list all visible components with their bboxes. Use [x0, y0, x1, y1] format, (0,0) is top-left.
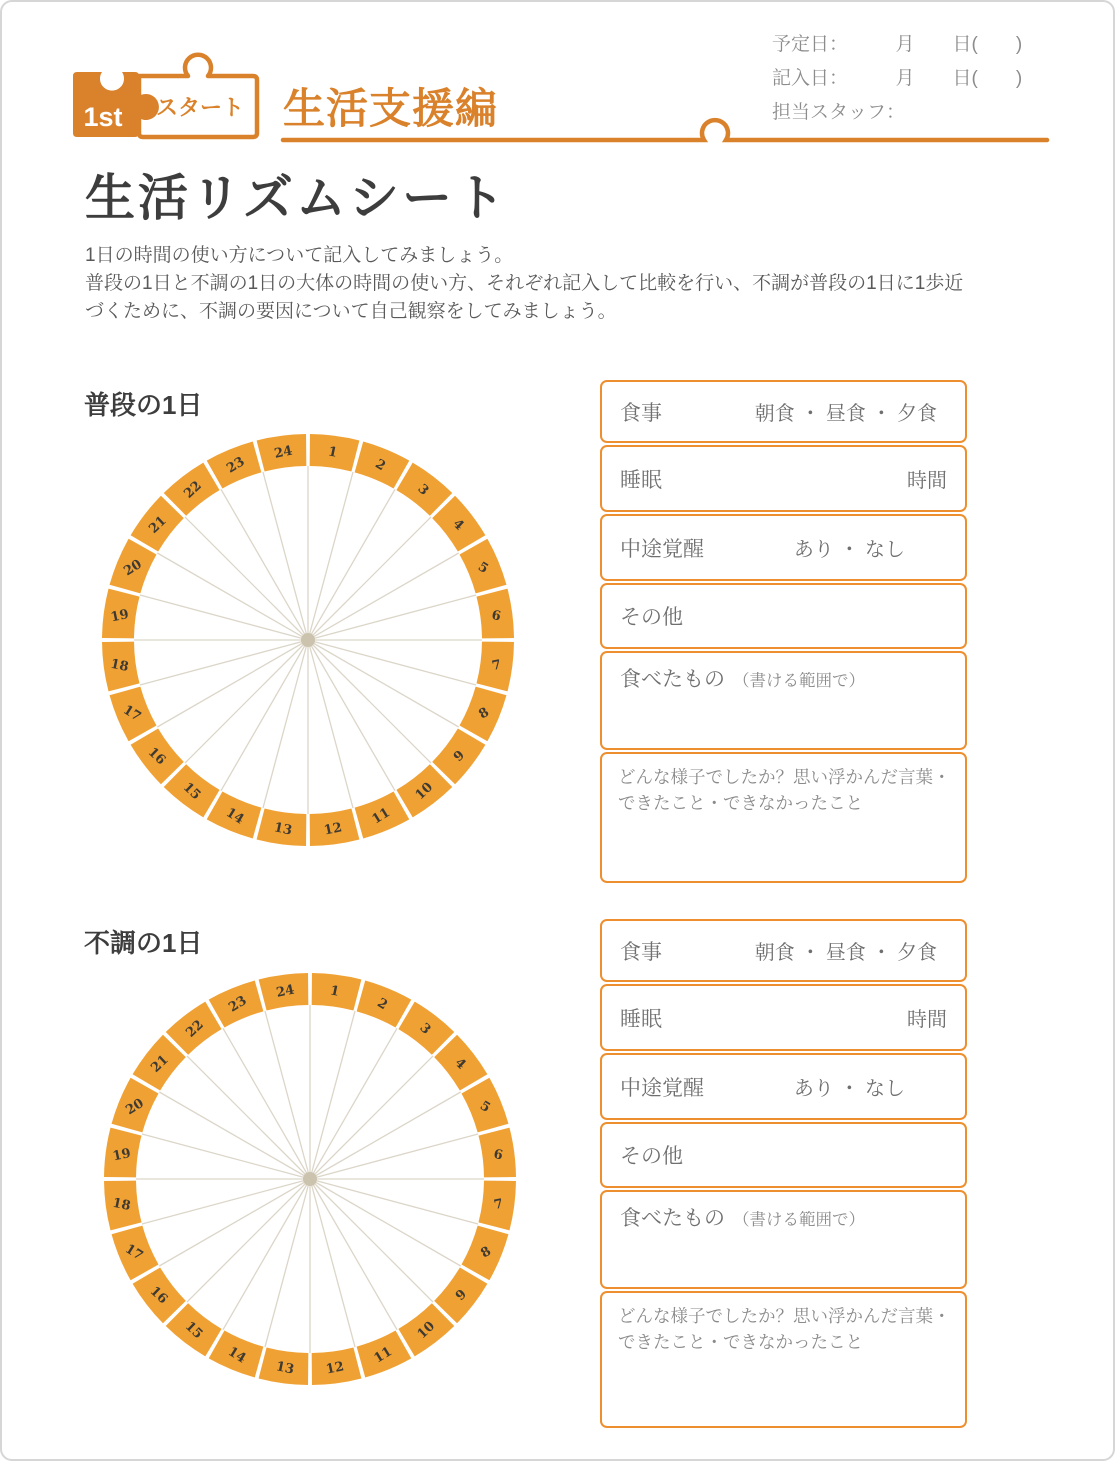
form-row-food-eaten — [600, 1190, 967, 1289]
row-label: 睡眠 — [620, 468, 662, 492]
form-table-normal-day — [600, 380, 967, 885]
clock-hour-label: 21 — [148, 1052, 172, 1076]
clock-spoke — [308, 489, 395, 640]
clock-hour-label: 8 — [476, 704, 492, 723]
clock-hour-label: 18 — [111, 1195, 132, 1214]
form-row-awakening — [600, 514, 967, 581]
form-row-reflection: どんな様子でしたか？思い浮かんだ言葉・できたこと・できなかったこと — [600, 752, 967, 883]
clock-hour-label: 12 — [322, 820, 344, 839]
badge-start-label: スタート — [155, 95, 245, 120]
clock-hour-label: 6 — [490, 607, 503, 625]
row-label: 食べたもの — [620, 668, 725, 691]
form-row-food-eaten — [600, 651, 967, 750]
clock-spoke — [310, 1179, 397, 1330]
clock-hour-label: 10 — [412, 779, 437, 804]
clock-hour-label: 17 — [122, 1241, 146, 1264]
clock-spoke — [159, 1092, 310, 1179]
row-options: 朝食 ・ 昼食 ・ 夕食 — [754, 942, 937, 964]
row-note: （書ける範囲で） — [733, 1211, 865, 1229]
clock-hour-label: 1 — [326, 444, 339, 461]
clock-hour-label: 18 — [109, 656, 130, 675]
date-fields — [772, 28, 1022, 130]
scheduled-date-field: 予定日： 月 日( ) — [772, 34, 1023, 55]
row-label: その他 — [620, 606, 683, 629]
form-row-other — [600, 583, 967, 649]
clock-hour-label: 10 — [414, 1318, 439, 1343]
form-row-other — [600, 1122, 967, 1188]
form-row-sleep — [600, 984, 967, 1051]
row-label: その他 — [620, 1145, 683, 1168]
clock-spoke — [157, 553, 308, 640]
clock-spoke — [223, 1028, 310, 1179]
clock-hour-label: 2 — [374, 995, 390, 1014]
clock-spoke — [310, 1179, 478, 1224]
clock-hour-label: 24 — [275, 982, 296, 1001]
clock-hour-label: 8 — [478, 1243, 494, 1262]
clock-hour-label: 24 — [273, 443, 294, 462]
clock-spoke — [142, 1134, 310, 1179]
clock-hour-label: 19 — [109, 607, 131, 626]
clock-hour-label: 17 — [120, 702, 144, 725]
clock-spoke — [310, 1179, 355, 1347]
row-label: 食べたもの — [620, 1207, 725, 1230]
intro-line: づくために、不調の要因について自己観察をしてみましょう。 — [85, 301, 617, 322]
clock-svg — [102, 434, 514, 846]
section-title-normal-day: 普段の1日 — [84, 390, 203, 420]
clock-hour-label: 22 — [181, 478, 205, 502]
clock-hour-label: 5 — [477, 1098, 493, 1116]
clock-spoke — [265, 1011, 310, 1179]
clock-spoke — [185, 640, 308, 763]
clock-spoke — [308, 640, 476, 685]
clock-hour-label: 15 — [179, 779, 204, 804]
clock-spoke — [221, 489, 308, 640]
clock-hour-label: 14 — [225, 1344, 249, 1367]
clock-spoke — [221, 640, 308, 791]
clock-spoke — [310, 1028, 397, 1179]
clock-spoke — [185, 517, 308, 640]
clock-hour-label: 7 — [492, 1196, 505, 1214]
row-label: 食事 — [620, 940, 662, 964]
clock-hour-label: 3 — [414, 481, 432, 499]
badge-step-label: 1st — [83, 102, 123, 132]
form-row-sleep — [600, 445, 967, 512]
clock-spoke — [308, 640, 431, 763]
clock-hour-label: 23 — [226, 993, 250, 1016]
clock-hour-label: 12 — [324, 1359, 346, 1378]
row-unit: 時間 — [907, 470, 947, 492]
clock-hour-label: 16 — [144, 744, 169, 769]
clock-hour-label: 9 — [451, 747, 468, 765]
clock-center-dot — [301, 633, 315, 647]
intro-line: 1日の時間の使い方について記入してみましょう。 — [85, 245, 514, 266]
clock-hour-label: 1 — [328, 983, 341, 1000]
clock-hour-label: 6 — [492, 1146, 505, 1164]
clock-hour-label: 15 — [181, 1318, 206, 1343]
clock-spoke — [265, 1179, 310, 1347]
clock-spoke — [308, 640, 459, 727]
clock-hour-label: 3 — [416, 1020, 434, 1038]
clock-spoke — [308, 640, 353, 808]
clock-hour-label: 5 — [475, 559, 491, 577]
clock-hour-label: 22 — [183, 1017, 207, 1041]
clock-hour-label: 4 — [451, 1055, 469, 1073]
clock-spoke — [308, 472, 353, 640]
clock-hour-label: 14 — [223, 805, 247, 828]
row-options: 朝食 ・ 昼食 ・ 夕食 — [754, 403, 937, 425]
row-label: 睡眠 — [620, 1007, 662, 1031]
clock-spoke — [187, 1179, 310, 1302]
section-title-bad-day: 不調の1日 — [84, 928, 203, 958]
clock-hour-label: 23 — [224, 454, 248, 477]
row-options: あり ・ なし — [793, 1078, 905, 1100]
clock-spoke — [310, 1011, 355, 1179]
row-unit: 時間 — [907, 1009, 947, 1031]
clock-svg — [104, 973, 516, 1385]
clock-hour-label: 9 — [453, 1286, 470, 1304]
clock-spoke — [310, 1056, 433, 1179]
clock-spoke — [263, 640, 308, 808]
clock-hour-label: 21 — [146, 513, 170, 537]
24hour-clock-chart-normal — [102, 434, 514, 846]
clock-spoke — [308, 595, 476, 640]
clock-hour-label: 20 — [121, 557, 145, 580]
clock-spoke — [310, 1179, 461, 1266]
intro-paragraph — [85, 242, 963, 326]
clock-spoke — [308, 517, 431, 640]
clock-spoke — [157, 640, 308, 727]
clock-spoke — [310, 1092, 461, 1179]
clock-hour-label: 16 — [146, 1283, 171, 1308]
clock-hour-label: 2 — [372, 456, 388, 475]
form-table-bad-day — [600, 919, 967, 1430]
clock-hour-label: 19 — [111, 1146, 133, 1165]
clock-spoke — [308, 640, 395, 791]
clock-hour-label: 11 — [369, 805, 393, 828]
clock-hour-label: 11 — [371, 1344, 395, 1367]
clock-spoke — [159, 1179, 310, 1266]
form-row-meals — [600, 919, 967, 982]
clock-hour-label: 13 — [274, 1359, 296, 1378]
clock-center-dot — [303, 1172, 317, 1186]
clock-spoke — [310, 1179, 433, 1302]
page-title: 生活リズムシート — [85, 170, 508, 226]
row-label: 中途覚醒 — [620, 1076, 704, 1100]
24hour-clock-chart-bad — [104, 973, 516, 1385]
clock-spoke — [142, 1179, 310, 1224]
row-note: （書ける範囲で） — [733, 672, 865, 690]
row-options: あり ・ なし — [793, 539, 905, 561]
form-row-reflection: どんな様子でしたか？思い浮かんだ言葉・できたこと・できなかったこと — [600, 1291, 967, 1428]
clock-hour-label: 20 — [123, 1096, 147, 1119]
staff-field: 担当スタッフ： — [772, 102, 906, 123]
clock-spoke — [140, 595, 308, 640]
row-label: 食事 — [620, 401, 662, 425]
form-row-meals — [600, 380, 967, 443]
clock-spoke — [140, 640, 308, 685]
clock-hour-label: 4 — [449, 516, 467, 534]
clock-spoke — [187, 1056, 310, 1179]
entry-date-field: 記入日： 月 日( ) — [772, 68, 1023, 89]
clock-spoke — [263, 472, 308, 640]
clock-hour-label: 13 — [272, 820, 294, 839]
series-title: 生活支援編 — [283, 85, 499, 132]
form-row-awakening — [600, 1053, 967, 1120]
clock-spoke — [223, 1179, 310, 1330]
clock-spoke — [310, 1134, 478, 1179]
intro-line: 普段の1日と不調の1日の大体の時間の使い方、それぞれ記入して比較を行い、不調が普段の1日に1歩近 — [85, 273, 964, 294]
clock-hour-label: 7 — [490, 657, 503, 675]
row-label: 中途覚醒 — [620, 537, 704, 561]
clock-spoke — [308, 553, 459, 640]
